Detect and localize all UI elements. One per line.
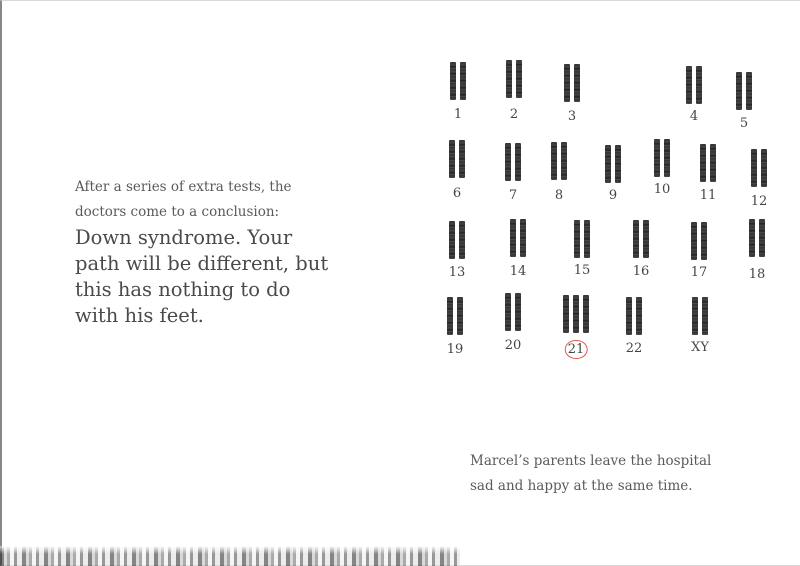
- chromosome-set-5: [736, 72, 752, 110]
- label-text: 22: [625, 341, 643, 356]
- highlighted-label-circle: 21: [565, 340, 588, 359]
- label-text: 9: [608, 188, 618, 203]
- label-text: 13: [448, 265, 466, 280]
- chromosome-set-9: [605, 145, 621, 183]
- chromosome: [460, 62, 466, 100]
- intro-line: After a series of extra tests, the: [75, 179, 292, 195]
- chromosome: [696, 66, 702, 104]
- chromosome: [691, 222, 697, 260]
- chromosome: [746, 72, 752, 110]
- chromosome-set-10: [654, 139, 670, 177]
- label-text: 14: [509, 264, 527, 279]
- chromosome: [450, 62, 456, 100]
- chromosome-set-7: [505, 143, 521, 181]
- chromosome: [505, 143, 511, 181]
- chromosome-set-22: [626, 297, 642, 335]
- chromosome-set-14: [510, 219, 526, 257]
- label-text: 19: [446, 342, 464, 357]
- chromosome: [459, 140, 465, 178]
- chromosome: [563, 295, 569, 333]
- chromosome-set-13: [449, 221, 465, 259]
- label-text: 11: [699, 188, 717, 203]
- chromosome: [751, 149, 757, 187]
- emphasis-line: path will be different, but: [75, 252, 329, 275]
- chromosome: [515, 143, 521, 181]
- label-text: 1: [453, 107, 463, 122]
- chromosome-label: [691, 340, 709, 355]
- chromosome: [664, 139, 670, 177]
- chromosome-set-18: [749, 219, 765, 257]
- chromosome-set-8: [551, 142, 567, 180]
- chromosome: [574, 220, 580, 258]
- chromosome-set-16: [633, 220, 649, 258]
- chromosome-set-12: [751, 149, 767, 187]
- chromosome: [516, 60, 522, 98]
- chromosome-label: [691, 265, 708, 280]
- chromosome: [459, 221, 465, 259]
- chromosome: [626, 297, 632, 335]
- grass-illustration: [0, 546, 460, 566]
- chromosome-label: [454, 107, 462, 122]
- chromosome: [551, 142, 557, 180]
- chromosome-label: [509, 188, 517, 203]
- chromosome-set-15: [574, 220, 590, 258]
- label-text: 15: [573, 263, 591, 278]
- chromosome-label: [740, 116, 748, 131]
- chromosome-label: [609, 188, 617, 203]
- chromosome-label: [633, 264, 650, 279]
- chromosome-set-17: [691, 222, 707, 260]
- chromosome-set-2: [506, 60, 522, 98]
- chromosome: [605, 145, 611, 183]
- label-text: 16: [632, 264, 650, 279]
- chromosome-label: [447, 342, 464, 357]
- chromosome-set-1: [450, 62, 466, 100]
- chromosome-label: [505, 338, 522, 353]
- caption-line: Marcel’s parents leave the hospital: [470, 453, 712, 469]
- chromosome: [506, 60, 512, 98]
- label-text: 12: [750, 194, 768, 209]
- chromosome: [700, 144, 706, 182]
- emphasis-line: Down syndrome. Your: [75, 226, 293, 249]
- chromosome: [584, 220, 590, 258]
- chromosome-set-3: [564, 64, 580, 102]
- chromosome: [636, 297, 642, 335]
- label-text: XY: [691, 340, 709, 355]
- chromosome-set-11: [700, 144, 716, 182]
- label-text: 18: [748, 267, 766, 282]
- chromosome-label: [749, 267, 766, 282]
- chromosome: [574, 64, 580, 102]
- chromosome: [583, 295, 589, 333]
- chromosome-set-4: [686, 66, 702, 104]
- chromosome-label: [568, 109, 576, 124]
- label-text: 4: [689, 109, 699, 124]
- chromosome: [643, 220, 649, 258]
- chromosome: [564, 64, 570, 102]
- chromosome-label: [626, 341, 643, 356]
- chromosome: [615, 145, 621, 183]
- chromosome: [710, 144, 716, 182]
- chromosome: [520, 219, 526, 257]
- chromosome: [701, 222, 707, 260]
- right-text-block: [470, 449, 770, 499]
- label-text: 8: [554, 188, 564, 203]
- chromosome-label: [565, 342, 588, 357]
- chromosome: [449, 140, 455, 178]
- chromosome: [759, 219, 765, 257]
- chromosome: [515, 293, 521, 331]
- chromosome: [447, 297, 453, 335]
- chromosome: [573, 295, 579, 333]
- chromosome: [749, 219, 755, 257]
- caption-line: sad and happy at the same time.: [470, 478, 693, 494]
- label-text: 20: [504, 338, 522, 353]
- chromosome: [510, 219, 516, 257]
- chromosome: [633, 220, 639, 258]
- chromosome: [505, 293, 511, 331]
- chromosome: [449, 221, 455, 259]
- chromosome: [561, 142, 567, 180]
- label-text: 10: [653, 182, 671, 197]
- label-text: 6: [452, 186, 462, 201]
- label-text: 3: [567, 109, 577, 124]
- chromosome-label: [510, 107, 518, 122]
- emphasis-line: this has nothing to do: [75, 278, 291, 301]
- intro-line: doctors come to a conclusion:: [75, 204, 280, 220]
- chromosome-set-6: [449, 140, 465, 178]
- chromosome: [692, 297, 698, 335]
- chromosome-label: [555, 188, 563, 203]
- chromosome-label: [654, 182, 671, 197]
- left-text-block: [75, 175, 355, 329]
- label-text: 5: [739, 116, 749, 131]
- chromosome-label: [700, 188, 717, 203]
- label-text: 17: [690, 265, 708, 280]
- chromosome-set-19: [447, 297, 463, 335]
- chromosome: [702, 297, 708, 335]
- chromosome: [761, 149, 767, 187]
- chromosome-set-XY: [692, 297, 708, 335]
- chromosome-label: [574, 263, 591, 278]
- chromosome-label: [690, 109, 698, 124]
- emphasis-line: with his feet.: [75, 304, 204, 327]
- chromosome: [686, 66, 692, 104]
- chromosome: [654, 139, 660, 177]
- chromosome-set-21: [563, 295, 589, 333]
- chromosome-label: [453, 186, 461, 201]
- chromosome-set-20: [505, 293, 521, 331]
- chromosome-label: [751, 194, 768, 209]
- chromosome: [736, 72, 742, 110]
- label-text: 7: [508, 188, 518, 203]
- label-text: 2: [509, 107, 519, 122]
- chromosome-label: [449, 265, 466, 280]
- chromosome: [457, 297, 463, 335]
- chromosome-label: [510, 264, 527, 279]
